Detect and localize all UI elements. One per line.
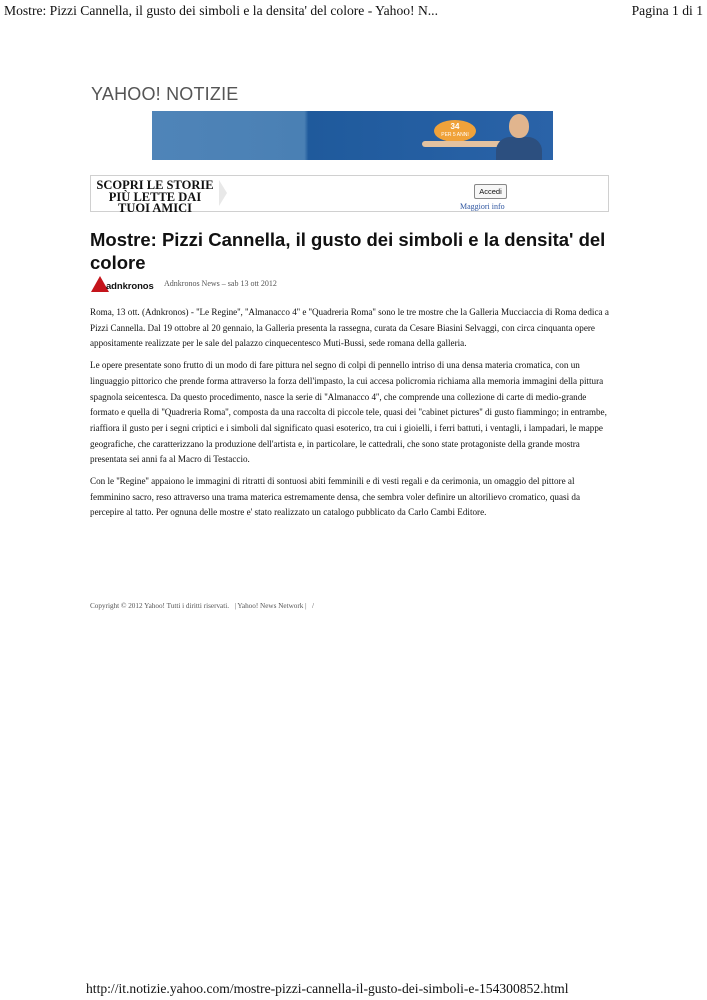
footer-copyright: Copyright © 2012 Yahoo! Tutti i diritti riservati. xyxy=(90,602,230,610)
ad-badge-text: PER 5 ANNI xyxy=(441,132,469,138)
friends-stories-panel xyxy=(90,175,609,215)
ad-person-body xyxy=(496,137,542,160)
print-page-title: Mostre: Pizzi Cannella, il gusto dei simboli e la densita' del colore - Yahoo! N... xyxy=(4,3,438,18)
friends-stories-line1: SCOPRI LE STORIE xyxy=(96,178,214,192)
ad-person-head xyxy=(509,114,529,138)
panel-arrow-icon xyxy=(219,180,227,206)
friends-stories-line2: PIÙ LETTE DAI xyxy=(108,189,202,204)
footer-separator: | xyxy=(305,602,307,610)
ad-badge xyxy=(434,120,476,142)
print-page-url: http://it.notizie.yahoo.com/mostre-pizzi-cannella-il-gusto-dei-simboli-e-154300852.html xyxy=(86,981,569,996)
article-body xyxy=(90,305,610,527)
byline-source-date: Adnkronos News – sab 13 ott 2012 xyxy=(164,279,277,288)
footer-trailing: / xyxy=(312,602,315,610)
print-page-number: Pagina 1 di 1 xyxy=(631,3,703,18)
article-headline: Mostre: Pizzi Cannella, il gusto dei simboli e la densita' del colore xyxy=(90,229,606,273)
footer-network-link[interactable]: Yahoo! News Network xyxy=(237,602,304,610)
ad-badge-number: 34 xyxy=(450,122,460,131)
article-paragraph: Roma, 13 ott. (Adnkronos) - ''Le Regine'', ''Almanacco 4'' e ''Quadreria Roma'' sono le tre mostre che la Galleria Mucciaccia di Roma dedica a Pizzi Cannella. Dal 19 ottobre al 20 gennaio, la Galleria presenta la rassegna, curata da Cesare Biasini Selvaggi, con circa cinquanta opere appositamente realizzate per le sale del palazzo cinquecentesco Muti-Bussi, sede romana della galleria. xyxy=(90,307,609,349)
login-button[interactable]: Accedi xyxy=(474,184,507,199)
article-paragraph: Con le ''Regine'' appaiono le immagini di ritratti di sontuosi abiti femminili e di vesti regali e da cerimonia, un omaggio del pittore al femminino sacro, reso attraverso una trama materica estremamente densa, che sembra voler definire un altorilievo cromatico, quasi da percepire al tatto. Per ognuna delle mostre e' stato realizzato un catalogo pubblicato da Carlo Cambi Editore. xyxy=(90,476,581,518)
friends-stories-line3: TUOI AMICI xyxy=(118,201,192,215)
site-brand[interactable]: YAHOO! NOTIZIE xyxy=(91,84,239,104)
friends-stories-text xyxy=(91,180,219,215)
article-paragraph: Le opere presentate sono frutto di un modo di fare pittura nel segno di colpi di pennello intriso di una densa materia cromatica, con un linguaggio pittorico che prende forma attraverso la forza dell'impasto, la cui accesa policromia richiama alla memoria immagini della pittura spagnola seicentesca. Da questo procedimento, nasce la serie di ''Almanacco 4'', che comprende una collezione di carte di medio-grande formato e quella di ''Quadreria Roma'', composta da una raccolta di piccole tele, quasi dei ''cabinet pictures'' di gusto fiammingo; in entrambe, riaffiora il gusto per i segni criptici e i simboli dal significato quasi esoterico, tra cui i gioielli, i ferri battuti, i ventagli, i lampadari, le mappe geografiche, che caratterizzano la produzione dell'artista e, in particolare, le cattedrali, che sono state protagoniste della grande mostra presentata sei anni fa al Macro di Testaccio. xyxy=(90,360,607,465)
footer-separator: | xyxy=(234,602,236,610)
print-header xyxy=(0,3,707,19)
ad-banner[interactable] xyxy=(152,111,553,160)
adnkronos-logo[interactable] xyxy=(91,276,159,294)
more-info-link[interactable]: Maggiori info xyxy=(460,202,505,211)
adnkronos-logo-text: adnkronos xyxy=(106,281,154,292)
page-footer xyxy=(90,602,314,610)
